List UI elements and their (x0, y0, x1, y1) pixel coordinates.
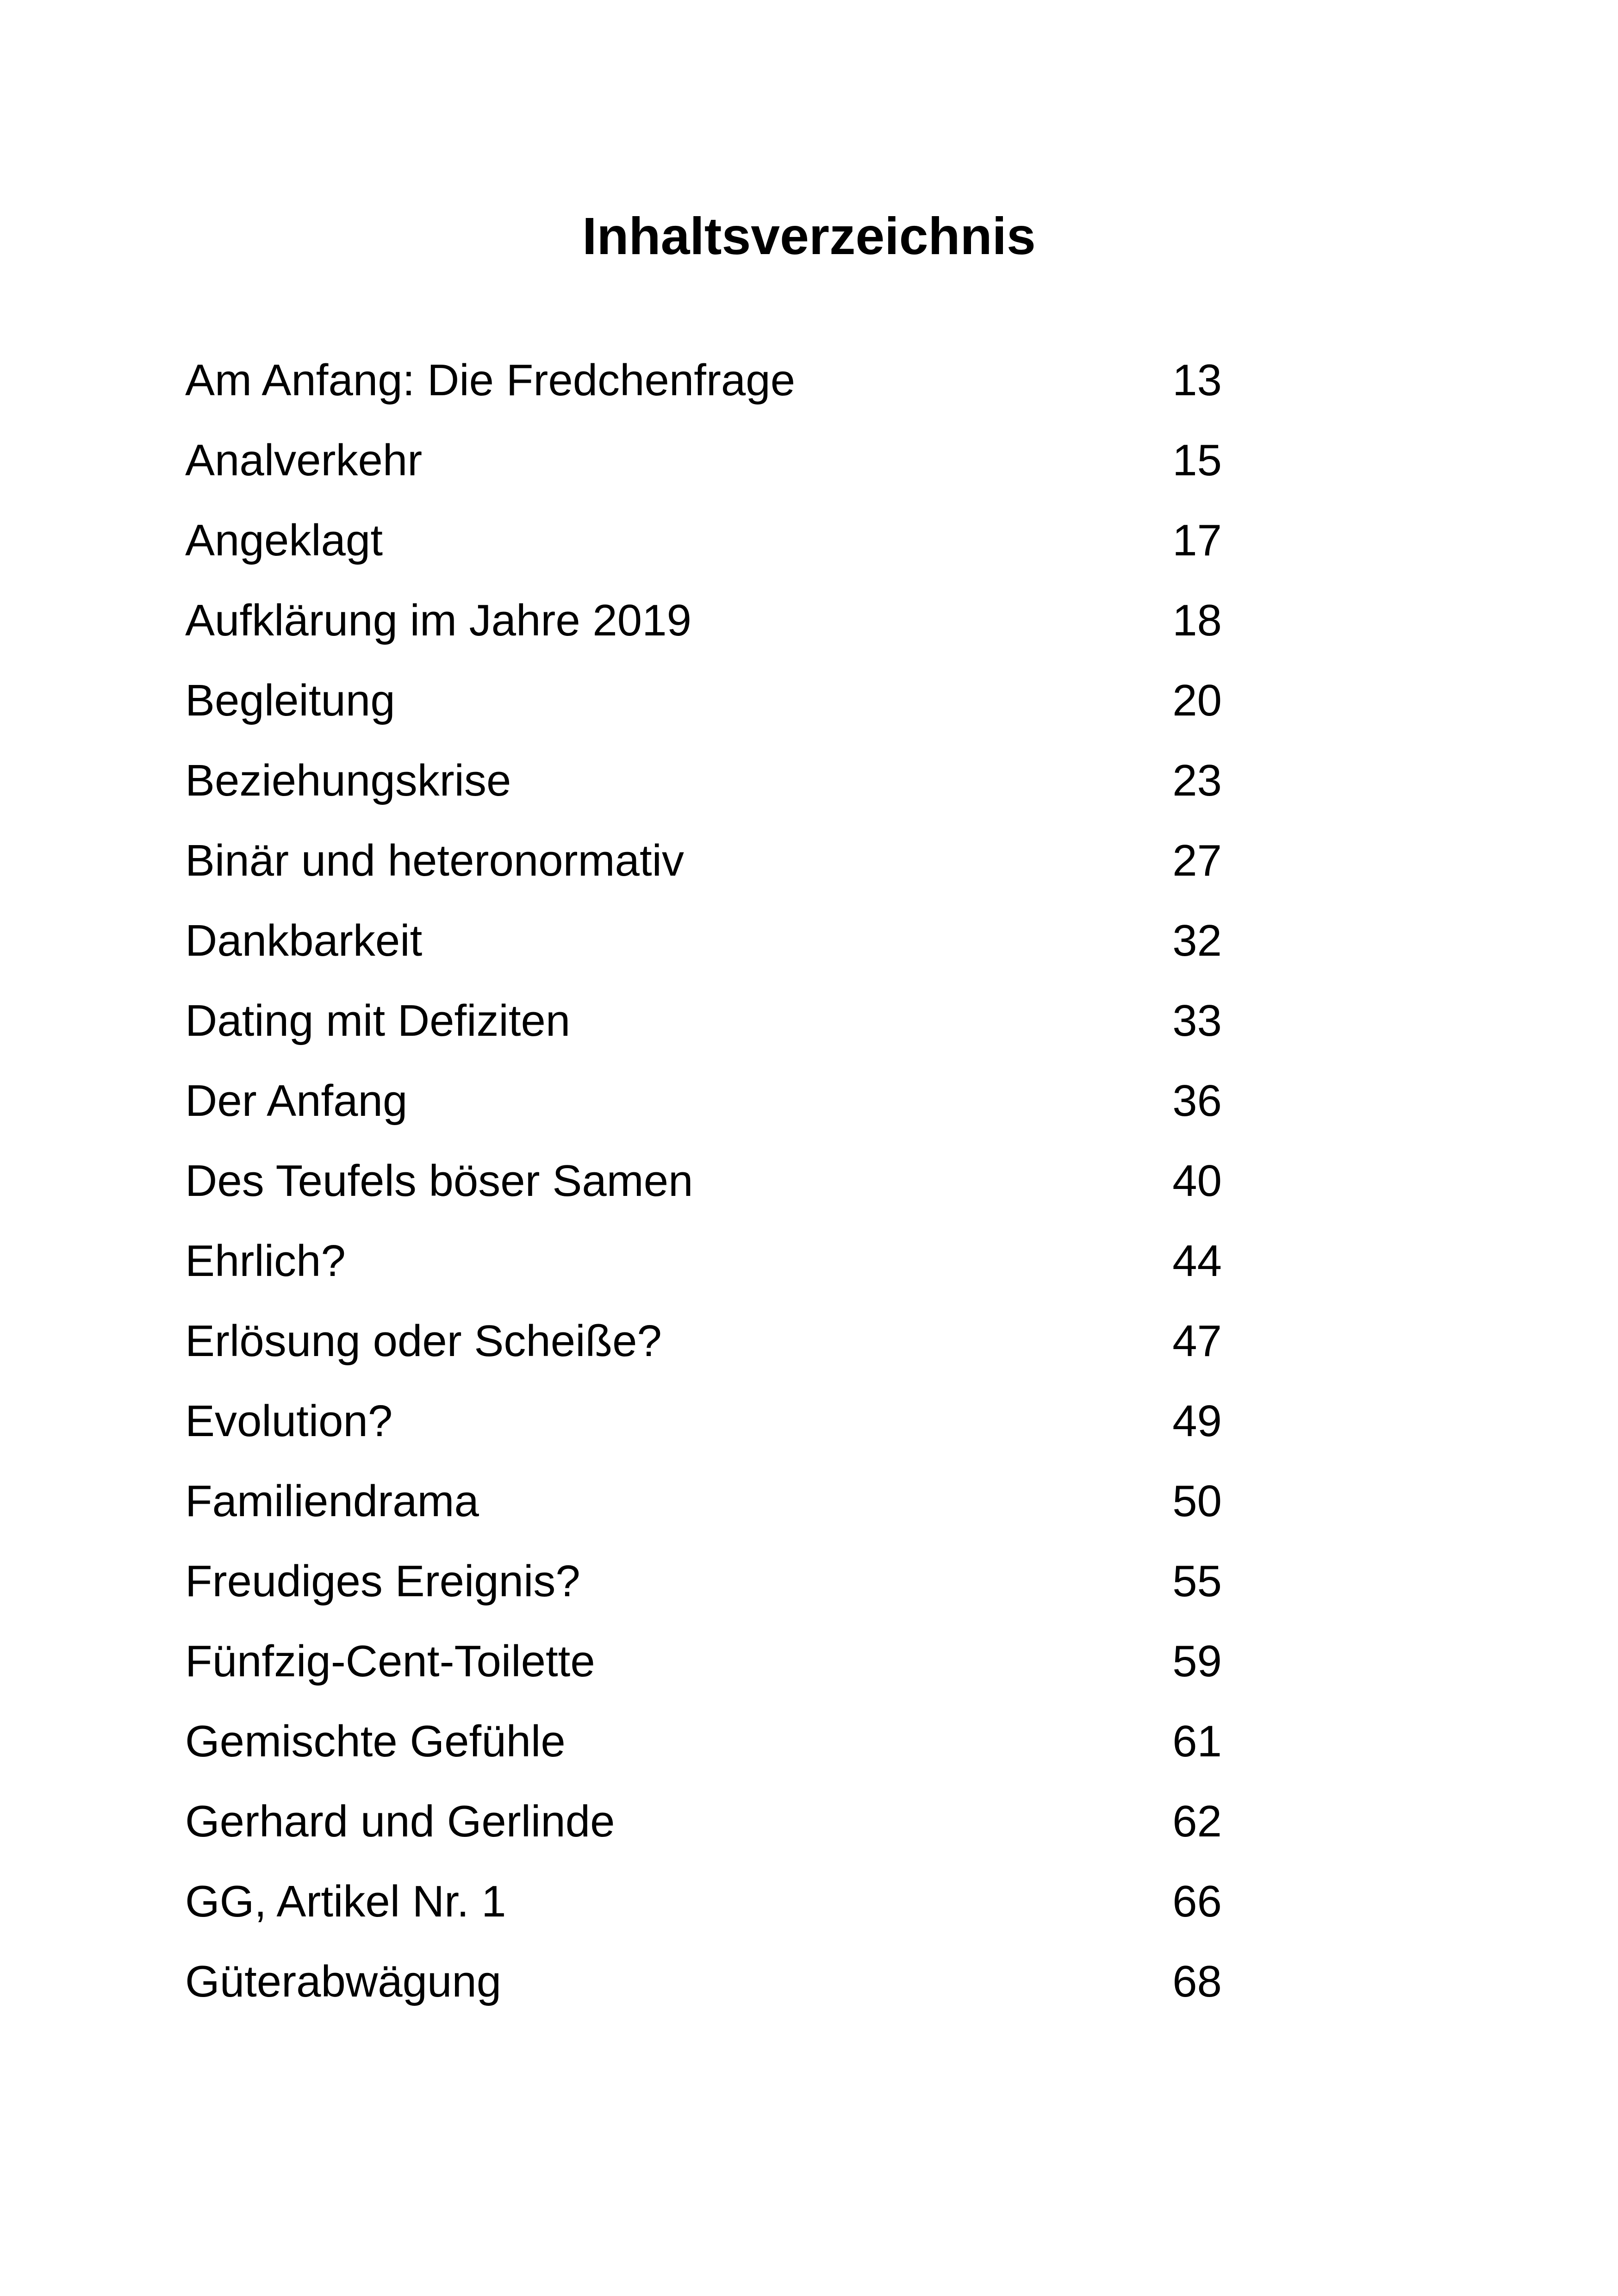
toc-entry (185, 1549, 1222, 1629)
toc-entry-title: Gemischte Gefühle (185, 1717, 566, 1766)
toc-entry-title: Des Teufels böser Samen (185, 1156, 693, 1206)
toc-entry-page: 61 (1172, 1717, 1222, 1766)
toc-entry (185, 1949, 1222, 2029)
toc-entry (185, 1709, 1222, 1789)
toc-entry (185, 1789, 1222, 1869)
toc-entry-page: 50 (1172, 1476, 1222, 1526)
toc-entry-page: 62 (1172, 1797, 1222, 1846)
toc-entry (185, 1229, 1222, 1309)
toc-entry-title: Analverkehr (185, 436, 423, 485)
toc-entry (185, 668, 1222, 748)
toc-entry (185, 1149, 1222, 1229)
toc-entry-title: Güterabwägung (185, 1957, 502, 2006)
toc-entry (185, 428, 1222, 508)
toc-entry-page: 13 (1172, 355, 1222, 405)
toc-entry-page: 44 (1172, 1236, 1222, 1286)
toc-entry-page: 59 (1172, 1636, 1222, 1686)
toc-entry (185, 1629, 1222, 1709)
toc-entry (185, 1389, 1222, 1469)
toc-entry (185, 989, 1222, 1069)
toc-entry-page: 17 (1172, 516, 1222, 565)
toc-entry-title: Ehrlich? (185, 1236, 346, 1286)
toc-entry (185, 1469, 1222, 1549)
toc-entry-title: Fünfzig-Cent-Toilette (185, 1636, 595, 1686)
toc-entry-page: 49 (1172, 1396, 1222, 1446)
toc-entry (185, 348, 1222, 428)
toc-entry-page: 36 (1172, 1076, 1222, 1126)
toc-entry-title: Begleitung (185, 676, 395, 725)
toc-entry-page: 32 (1172, 916, 1222, 965)
toc-entry-page: 47 (1172, 1316, 1222, 1366)
toc-entry-title: Erlösung oder Scheiße? (185, 1316, 662, 1366)
toc-entry-page: 23 (1172, 756, 1222, 805)
toc-entry-title: Angeklagt (185, 516, 383, 565)
toc-entry-page: 15 (1172, 436, 1222, 485)
toc-entry (185, 508, 1222, 588)
toc-entry-page: 66 (1172, 1877, 1222, 1926)
toc-entry-title: Binär und heteronormativ (185, 836, 684, 885)
toc-entry-title: Am Anfang: Die Fredchenfrage (185, 355, 796, 405)
toc-entry-page: 18 (1172, 596, 1222, 645)
toc-entry-title: Dating mit Defiziten (185, 996, 571, 1045)
toc-entry (185, 828, 1222, 908)
toc-entry-title: Der Anfang (185, 1076, 408, 1126)
toc-entry-title: Dankbarkeit (185, 916, 423, 965)
table-of-contents (185, 348, 1222, 2029)
toc-entry (185, 748, 1222, 828)
toc-entry-title: Beziehungskrise (185, 756, 511, 805)
toc-entry (185, 588, 1222, 668)
toc-entry-title: Aufklärung im Jahre 2019 (185, 596, 691, 645)
toc-entry-title: Freudiges Ereignis? (185, 1556, 580, 1606)
toc-entry-page: 33 (1172, 996, 1222, 1045)
toc-entry-title: Familiendrama (185, 1476, 479, 1526)
toc-entry-page: 68 (1172, 1957, 1222, 2006)
toc-entry-page: 20 (1172, 676, 1222, 725)
toc-entry (185, 1869, 1222, 1949)
toc-entry-title: Gerhard und Gerlinde (185, 1797, 615, 1846)
toc-entry-page: 40 (1172, 1156, 1222, 1206)
toc-entry (185, 1069, 1222, 1149)
toc-entry-page: 27 (1172, 836, 1222, 885)
toc-entry (185, 1309, 1222, 1389)
page-title: Inhaltsverzeichnis (582, 207, 1036, 265)
toc-entry-title: Evolution? (185, 1396, 393, 1446)
toc-entry (185, 908, 1222, 989)
toc-entry-title: GG, Artikel Nr. 1 (185, 1877, 506, 1926)
toc-entry-page: 55 (1172, 1556, 1222, 1606)
